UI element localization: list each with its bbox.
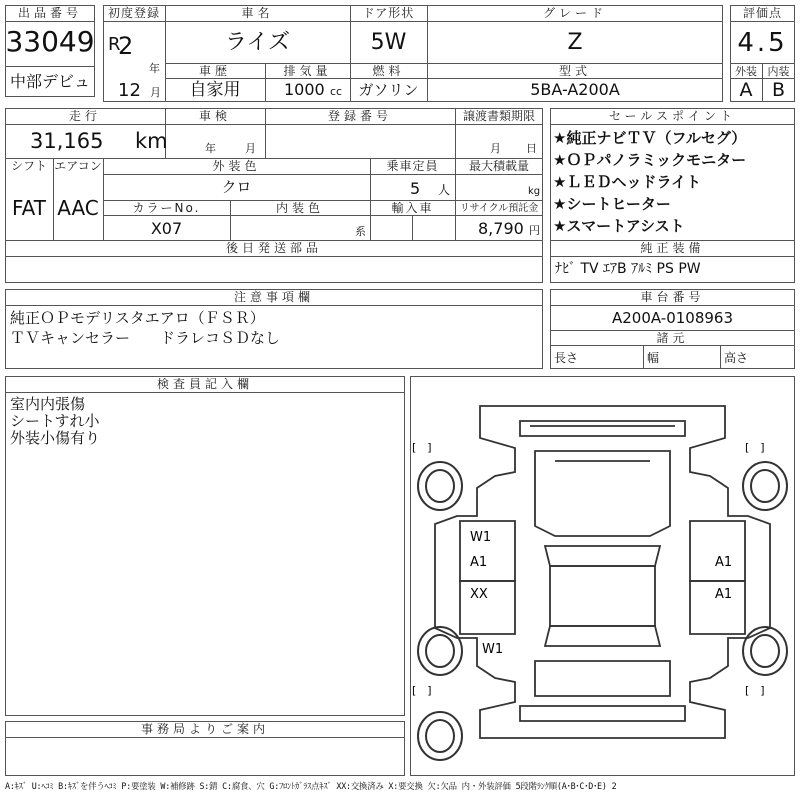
exterior-grade: A xyxy=(739,79,753,101)
damage-mark: A1 xyxy=(715,555,733,570)
first-reg-label: 初度登録 xyxy=(107,6,160,20)
damage-mark: A1 xyxy=(470,555,488,570)
legend: A:ｷｽﾞ U:ﾍｺﾐ B:ｷｽﾞを伴うﾍｺﾐ P:要塗装 W:補修跡 S:錆 C:腐食、穴 G:ﾌﾛﾝﾄｶﾞﾗｽ点ｷｽﾞ XX:交換済み X:要交換 欠:欠品 内・外装評価 5段階ﾗﾝｸ順(A･B･C･D･E) 2 xyxy=(5,781,617,791)
inspector-line: 室内内張傷 xyxy=(10,395,86,413)
displacement: 1000 xyxy=(284,80,325,99)
recycle-fee: 8,790 xyxy=(478,219,524,238)
roof xyxy=(550,566,655,626)
max-load-unit: kg xyxy=(528,186,541,197)
chassis-label: 車台番号 xyxy=(640,290,705,304)
exterior-color-label: 外装色 xyxy=(212,159,261,173)
mileage-label: 走行 xyxy=(68,109,101,123)
trunk xyxy=(535,661,670,696)
reg-year: 2 xyxy=(118,32,134,60)
bracket: [ ] xyxy=(412,684,432,697)
interior-grade: B xyxy=(771,79,786,101)
mileage: 31,165 xyxy=(30,129,104,153)
windshield xyxy=(545,546,660,566)
reg-month: 12 xyxy=(118,80,141,101)
fuel: ガソリン xyxy=(358,81,419,99)
transfer-month-unit: 月 xyxy=(490,142,501,155)
car-name-label: 車名 xyxy=(241,6,274,20)
notes-line: ＴＶキャンセラー ドラレコＳＤなし xyxy=(10,329,281,347)
inspector-line: シートすれ小 xyxy=(10,412,100,430)
car-outline xyxy=(435,406,770,738)
inspector-line: 外装小傷有り xyxy=(10,429,101,447)
sales-point-item: ★ＬＥＤヘッドライト xyxy=(553,173,701,191)
transfer-deadline-label: 譲渡書類期限 xyxy=(462,109,535,123)
inspection-year-unit: 年 xyxy=(205,142,216,155)
office-notice-label: 事務局よりご案内 xyxy=(140,722,269,736)
displacement-unit: cc xyxy=(330,85,343,98)
height-label: 高さ xyxy=(724,351,749,365)
inspection-label: 車検 xyxy=(198,109,231,123)
displacement-label: 排気量 xyxy=(283,64,332,78)
capacity-unit: 人 xyxy=(438,183,451,197)
sales-point-item: ★シートヒーター xyxy=(553,195,671,213)
length-label: 長さ xyxy=(554,351,579,365)
history: 自家用 xyxy=(189,80,241,100)
lot-number: 33049 xyxy=(5,25,95,58)
later-delivery-parts-label: 後日発送部品 xyxy=(225,241,322,255)
car-diagram xyxy=(410,376,795,776)
damage-mark: A1 xyxy=(715,587,733,602)
interior-color-label: 内装色 xyxy=(275,201,324,215)
rear-glass xyxy=(545,626,660,646)
notes-line: 純正ＯＰモデリスタエアロ（ＦＳＲ） xyxy=(10,309,265,327)
damage-mark: W1 xyxy=(470,530,492,545)
reg-month-unit: 月 xyxy=(150,86,161,99)
sales-point-item: ★純正ナビＴＶ（フルセグ） xyxy=(553,129,747,147)
factory-equipment-label: 純正装備 xyxy=(640,241,705,255)
damage-mark: XX xyxy=(470,587,488,602)
aircon-label: エアコン xyxy=(54,159,102,173)
bracket: [ ] xyxy=(412,441,432,454)
grade-label: グレード xyxy=(542,6,607,20)
bracket: [ ] xyxy=(745,684,765,697)
interior-color-unit: 系 xyxy=(355,225,366,238)
color-number-label: カラーNo. xyxy=(132,201,201,215)
sales-points-label: セールスポイント xyxy=(609,109,736,123)
history-label: 車歴 xyxy=(198,64,231,78)
exterior-color: クロ xyxy=(221,178,252,196)
model-label: 型式 xyxy=(558,64,591,78)
sales-point-item: ★スマートアシスト xyxy=(553,217,685,235)
fuel-label: 燃料 xyxy=(372,64,405,78)
recycle-label: リサイクル預託金 xyxy=(459,203,539,214)
dimensions-label: 諸元 xyxy=(656,331,689,345)
import-label: 輸入車 xyxy=(391,201,434,215)
bracket: [ ] xyxy=(745,441,765,454)
venue: 中部デビュ xyxy=(9,72,90,91)
model-code: 5BA-A200A xyxy=(530,80,620,99)
inspector-label: 検査員記入欄 xyxy=(156,377,253,391)
right-front-door xyxy=(690,521,745,581)
door-label: ドア形状 xyxy=(362,6,415,20)
width-label: 幅 xyxy=(647,351,660,365)
chassis-number: A200A-0108963 xyxy=(611,309,734,327)
aircon: AAC xyxy=(57,196,99,220)
capacity: 5 xyxy=(410,179,421,198)
era: R xyxy=(108,34,121,55)
door-type: 5W xyxy=(370,30,407,55)
hood xyxy=(535,451,670,536)
capacity-label: 乗車定員 xyxy=(386,159,439,173)
inspection-month-unit: 月 xyxy=(245,142,256,155)
reg-year-unit: 年 xyxy=(149,62,160,75)
transfer-day-unit: 日 xyxy=(526,142,537,155)
interior-grade-label: 内装 xyxy=(767,65,790,78)
mileage-unit: km xyxy=(135,129,168,153)
damage-mark: W1 xyxy=(482,642,504,657)
recycle-unit: 円 xyxy=(529,224,540,237)
lot-number-label: 出品番号 xyxy=(17,6,82,20)
color-number: X07 xyxy=(150,219,183,238)
notes-label: 注意事項欄 xyxy=(233,290,314,304)
sales-point-item: ★ＯＰパノラミックモニター xyxy=(553,151,747,169)
exterior-grade-label: 外装 xyxy=(735,65,757,78)
grade: Z xyxy=(567,30,583,55)
score: 4.5 xyxy=(737,28,788,58)
registration-number-label: 登録番号 xyxy=(327,109,392,123)
shift-label: シフト xyxy=(10,159,47,173)
car-name: ライズ xyxy=(224,30,291,55)
shift: FAT xyxy=(11,196,46,220)
score-label: 評価点 xyxy=(742,6,782,20)
max-load-label: 最大積載量 xyxy=(468,159,529,173)
factory-equipment: ﾅﾋﾞ TV ｴｱB ｱﾙﾐ PS PW xyxy=(555,261,701,277)
